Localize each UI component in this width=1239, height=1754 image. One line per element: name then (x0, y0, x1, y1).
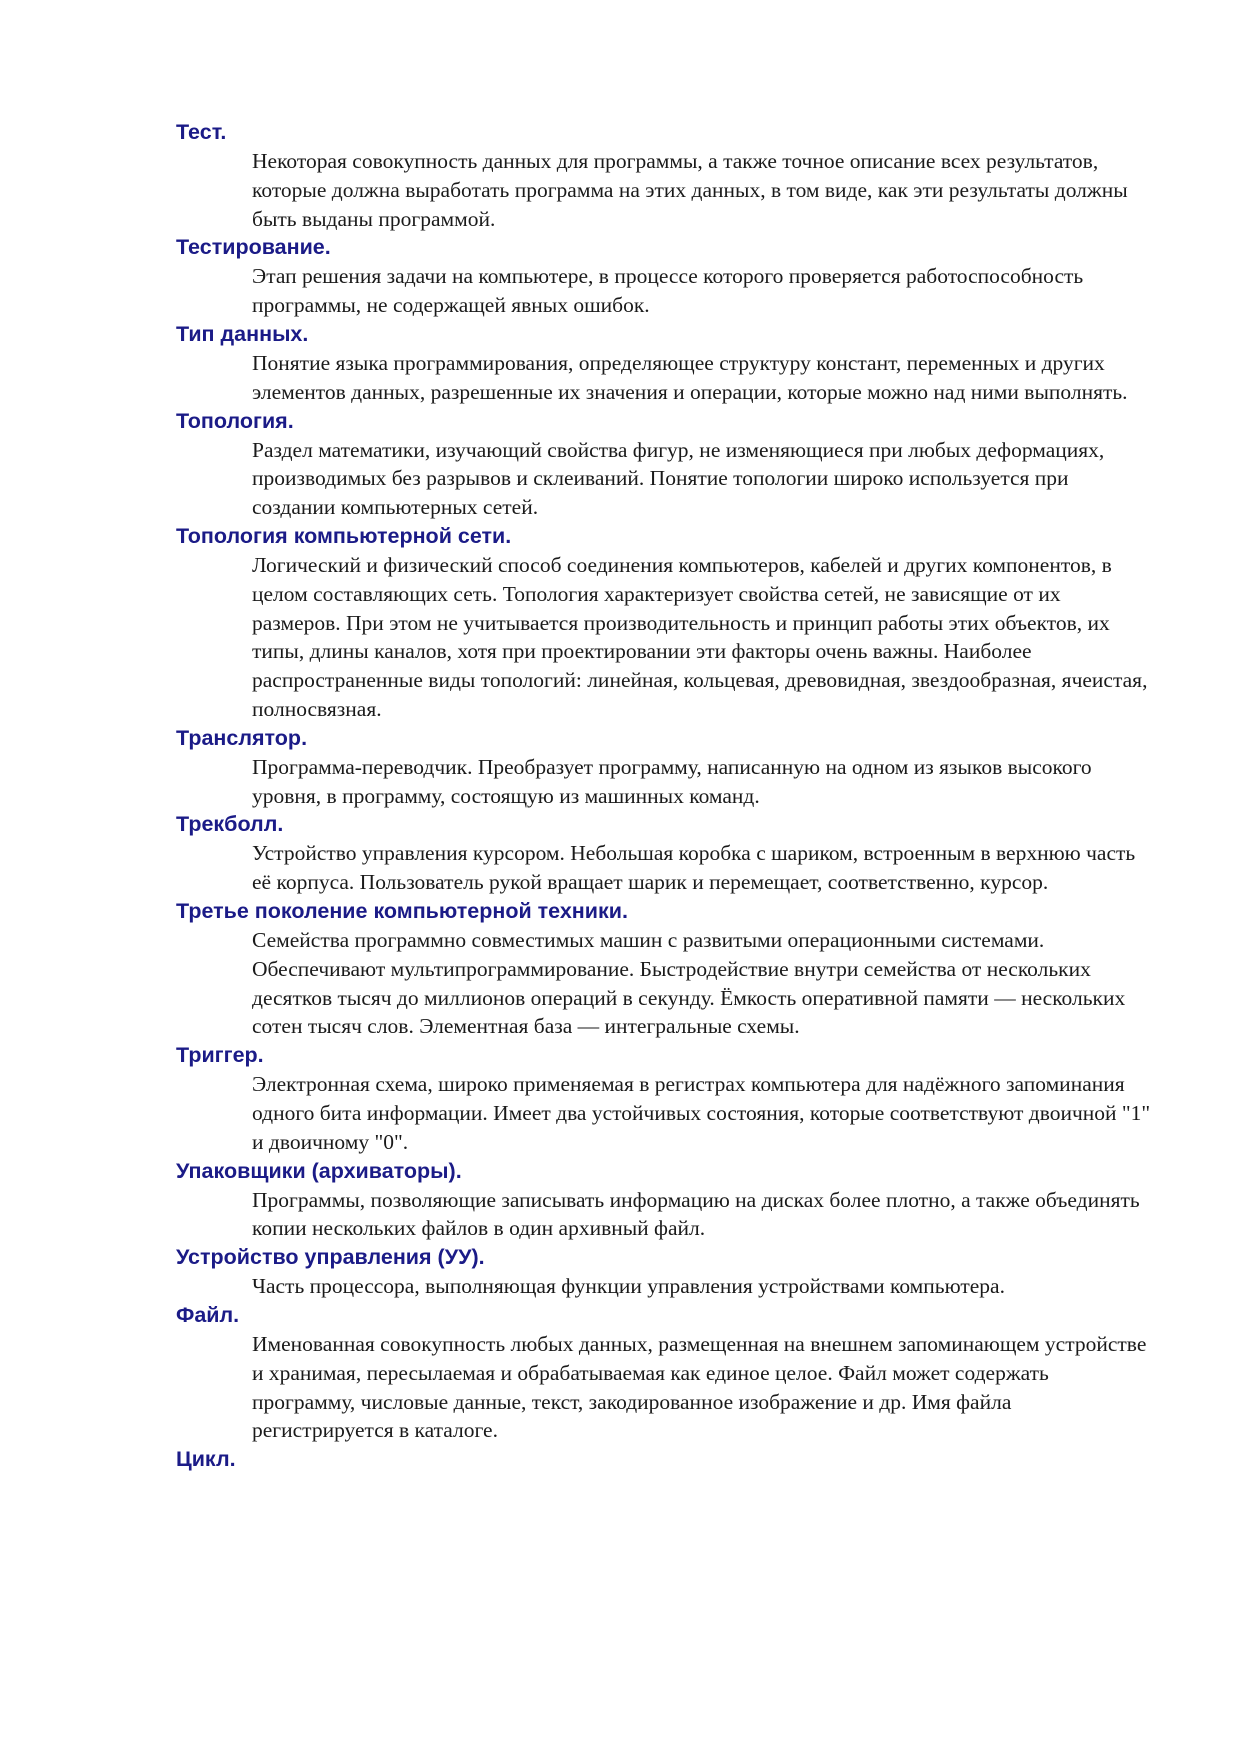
term-heading: Третье поколение компьютерной техники. (176, 898, 628, 923)
glossary-entry-data-type (176, 320, 1156, 407)
term-heading: Топология компьютерной сети. (176, 523, 512, 548)
glossary-entry-translator (176, 724, 1156, 811)
glossary-entry-archivers (176, 1157, 1156, 1244)
term-definition: Некоторая совокупность данных для программы, а также точное описание всех результатов, которые должна выработать программа на этих данных, в том виде, как эти результаты должны быть выданы программой. (252, 149, 1128, 231)
term-definition: Раздел математики, изучающий свойства фигур, не изменяющиеся при любых деформациях, производимых без разрывов и склеиваний. Понятие топологии широко используется при создании компьютерных сетей. (252, 437, 1105, 520)
glossary-entry-test (176, 118, 1156, 233)
glossary-entry-third-generation (176, 897, 1156, 1041)
term-definition: Программы, позволяющие записывать информацию на дисках более плотно, а также объединять копии нескольких файлов в один архивный файл. (252, 1187, 1140, 1241)
glossary-entry-trackball (176, 810, 1156, 897)
term-definition: Семейства программно совместимых машин с развитыми операционными системами. Обеспечивают мультипрограммирование. Быстродействие внутри семейства от нескольких десятков тысяч до миллионов операций в секунду. Ёмкость оперативной памяти — нескольких сотен тысяч слов. Элементная база — интегральные схемы. (252, 927, 1126, 1039)
term-definition: Именованная совокупность любых данных, размещенная на внешнем запоминающем устройстве и хранимая, пересылаемая и обрабатываемая как единое целое. Файл может содержать программу, числовые данные, текст, закодированное изображение и др. Имя файла регистрируется в каталоге. (252, 1331, 1147, 1443)
term-heading: Цикл. (176, 1447, 236, 1472)
term-heading: Топология. (176, 408, 294, 433)
term-heading: Трекболл. (176, 812, 284, 837)
term-definition: Устройство управления курсором. Небольшая коробка с шариком, встроенным в верхнюю часть её корпуса. Пользователь рукой вращает шарик и перемещает, соответственно, курсор. (252, 841, 1136, 895)
glossary-entry-file (176, 1301, 1156, 1445)
term-heading: Тип данных. (176, 321, 309, 346)
glossary-entry-topology (176, 407, 1156, 522)
glossary-entry-control-unit (176, 1243, 1156, 1301)
glossary-entry-testing (176, 233, 1156, 320)
term-heading: Файл. (176, 1302, 240, 1327)
term-definition: Понятие языка программирования, определяющее структуру констант, переменных и других элементов данных, разрешенные их значения и операции, которые можно над ними выполнять. (252, 350, 1128, 404)
term-definition: Этап решения задачи на компьютере, в процессе которого проверяется работоспособность программы, не содержащей явных ошибок. (252, 264, 1084, 318)
term-heading: Транслятор. (176, 725, 308, 750)
term-definition: Часть процессора, выполняющая функции управления устройствами компьютера. (252, 1274, 1005, 1299)
glossary-entry-network-topology (176, 522, 1156, 724)
term-heading: Устройство управления (УУ). (176, 1245, 485, 1270)
glossary-entry-cycle (176, 1445, 1156, 1474)
term-heading: Тестирование. (176, 235, 331, 260)
term-definition: Электронная схема, широко применяемая в регистрах компьютера для надёжного запоминания одного бита информации. Имеет два устойчивых состояния, которые соответствуют двоичной "1" и двоичному "0". (252, 1072, 1151, 1154)
term-heading: Тест. (176, 120, 227, 144)
glossary-page (176, 118, 1156, 1474)
term-definition: Логический и физический способ соединения компьютеров, кабелей и других компонентов, в целом составляющих сеть. Топология характеризует свойства сетей, не зависящие от их размеров. При этом не учитывается производительность и принцип работы этих объектов, их типы, длины каналов, хотя при проектировании эти факторы очень важны. Наиболее распространенные виды топологий: линейная, кольцевая, древовидная, звездообразная, ячеистая, полносвязная. (252, 552, 1148, 721)
term-heading: Упаковщики (архиваторы). (176, 1158, 462, 1183)
glossary-entry-trigger (176, 1041, 1156, 1156)
term-heading: Триггер. (176, 1043, 264, 1068)
term-definition: Программа-переводчик. Преобразует программу, написанную на одном из языков высокого уровня, в программу, состоящую из машинных команд. (252, 754, 1092, 808)
